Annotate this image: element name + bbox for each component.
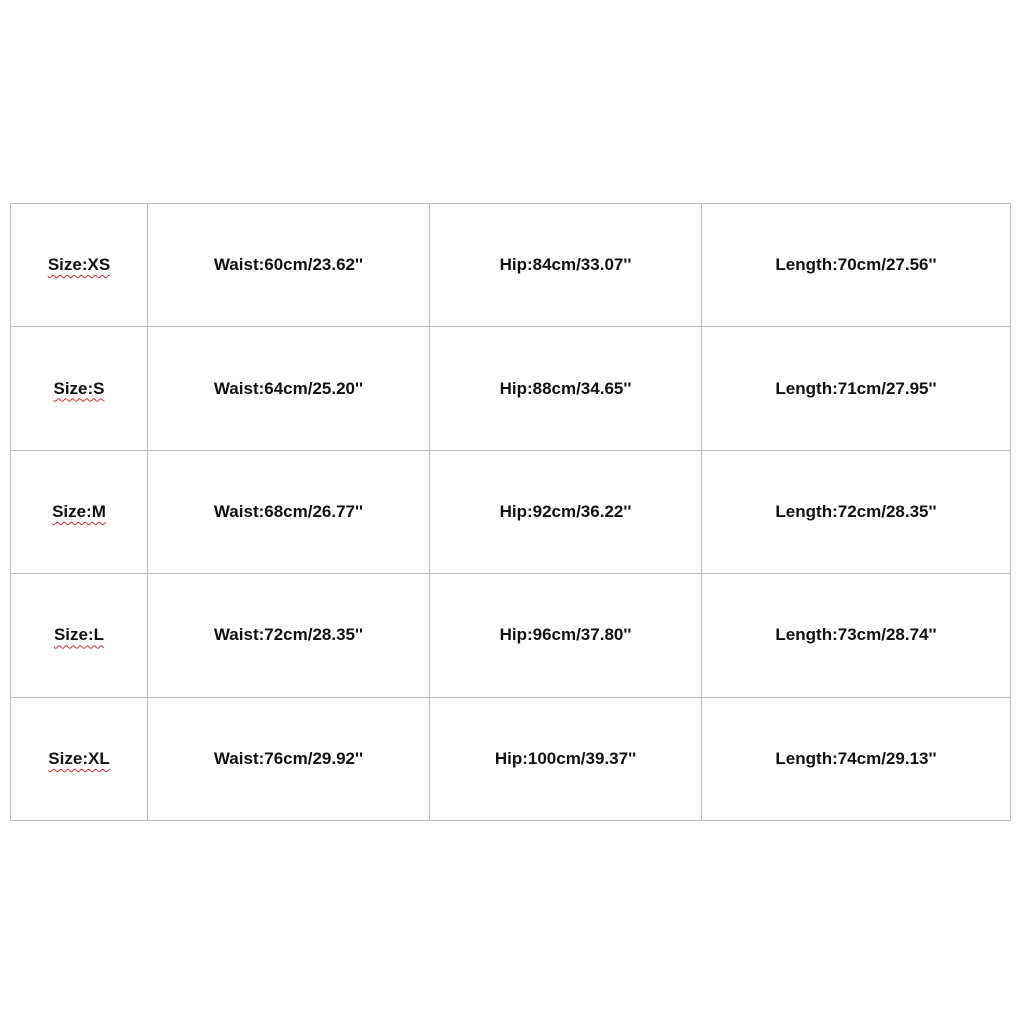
size-label: Size:S bbox=[53, 378, 105, 398]
size-cell bbox=[11, 450, 148, 573]
length-cell: Length:72cm/28.35'' bbox=[702, 450, 1011, 573]
size-label: Size:XS bbox=[47, 255, 111, 275]
hip-cell: Hip:92cm/36.22'' bbox=[430, 450, 702, 573]
table-row bbox=[11, 697, 1011, 820]
length-cell: Length:71cm/27.95'' bbox=[702, 327, 1011, 450]
waist-cell: Waist:76cm/29.92'' bbox=[148, 697, 430, 820]
size-label: Size:XL bbox=[48, 748, 110, 768]
table-row bbox=[11, 204, 1011, 327]
hip-cell: Hip:100cm/39.37'' bbox=[430, 697, 702, 820]
waist-cell: Waist:64cm/25.20'' bbox=[148, 327, 430, 450]
waist-cell: Waist:72cm/28.35'' bbox=[148, 574, 430, 697]
waist-cell: Waist:68cm/26.77'' bbox=[148, 450, 430, 573]
table-row bbox=[11, 327, 1011, 450]
size-cell bbox=[11, 574, 148, 697]
hip-cell: Hip:96cm/37.80'' bbox=[430, 574, 702, 697]
length-cell: Length:74cm/29.13'' bbox=[702, 697, 1011, 820]
length-cell: Length:70cm/27.56'' bbox=[702, 204, 1011, 327]
size-cell bbox=[11, 204, 148, 327]
table-row bbox=[11, 450, 1011, 573]
length-cell: Length:73cm/28.74'' bbox=[702, 574, 1011, 697]
size-cell bbox=[11, 697, 148, 820]
table-row bbox=[11, 574, 1011, 697]
size-chart-table bbox=[10, 203, 1011, 821]
size-cell bbox=[11, 327, 148, 450]
size-label: Size:M bbox=[52, 501, 106, 521]
hip-cell: Hip:88cm/34.65'' bbox=[430, 327, 702, 450]
size-label: Size:L bbox=[53, 625, 105, 645]
waist-cell: Waist:60cm/23.62'' bbox=[148, 204, 430, 327]
hip-cell: Hip:84cm/33.07'' bbox=[430, 204, 702, 327]
